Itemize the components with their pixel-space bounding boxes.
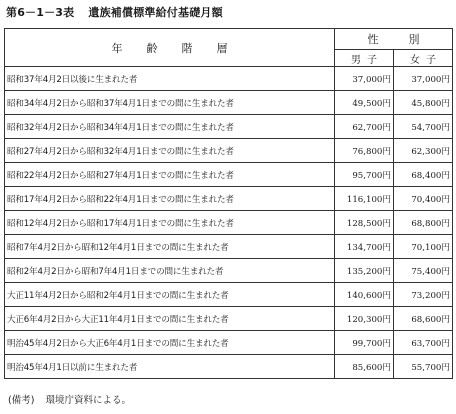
row-age-range: 昭和27年4月2日から昭和32年4月1日までの間に生まれた者 bbox=[5, 139, 335, 163]
row-female-amount: 73,200円 bbox=[394, 283, 453, 307]
row-age-range: 大正11年4月2日から昭和2年4月1日までの間に生まれた者 bbox=[5, 283, 335, 307]
row-male-amount: 37,000円 bbox=[335, 67, 394, 91]
table-row bbox=[5, 283, 453, 307]
row-female-amount: 55,700円 bbox=[394, 355, 453, 379]
row-female-amount: 54,700円 bbox=[394, 115, 453, 139]
row-female-amount: 75,400円 bbox=[394, 259, 453, 283]
row-male-amount: 95,700円 bbox=[335, 163, 394, 187]
row-female-amount: 68,600円 bbox=[394, 307, 453, 331]
row-male-amount: 120,300円 bbox=[335, 307, 394, 331]
row-age-range: 昭和12年4月2日から昭和17年4月1日までの間に生まれた者 bbox=[5, 211, 335, 235]
row-female-amount: 63,700円 bbox=[394, 331, 453, 355]
footnote bbox=[8, 392, 131, 406]
table-row bbox=[5, 235, 453, 259]
table-row bbox=[5, 91, 453, 115]
table-row bbox=[5, 259, 453, 283]
row-female-amount: 70,400円 bbox=[394, 187, 453, 211]
header-male: 男子 bbox=[335, 50, 394, 67]
row-male-amount: 85,600円 bbox=[335, 355, 394, 379]
row-female-amount: 70,100円 bbox=[394, 235, 453, 259]
row-age-range: 昭和2年4月2日から昭和7年4月1日までの間に生まれた者 bbox=[5, 259, 335, 283]
row-male-amount: 135,200円 bbox=[335, 259, 394, 283]
row-male-amount: 49,500円 bbox=[335, 91, 394, 115]
row-age-range: 明治45年4月2日から大正6年4月1日までの間に生まれた者 bbox=[5, 331, 335, 355]
row-male-amount: 140,600円 bbox=[335, 283, 394, 307]
table-row bbox=[5, 139, 453, 163]
header-female: 女子 bbox=[394, 50, 453, 67]
row-male-amount: 128,500円 bbox=[335, 211, 394, 235]
header-age-group: 年齢階層 bbox=[5, 29, 335, 67]
table-row bbox=[5, 355, 453, 379]
table-title-text: 遺族補償標準給付基礎月額 bbox=[88, 6, 223, 19]
footnote-label: (備考) bbox=[8, 395, 35, 406]
table-title bbox=[6, 4, 223, 20]
row-female-amount: 62,300円 bbox=[394, 139, 453, 163]
row-age-range: 昭和34年4月2日から昭和37年4月1日までの間に生まれた者 bbox=[5, 91, 335, 115]
table-row bbox=[5, 307, 453, 331]
row-age-range: 昭和17年4月2日から昭和22年4月1日までの間に生まれた者 bbox=[5, 187, 335, 211]
row-age-range: 昭和7年4月2日から昭和12年4月1日までの間に生まれた者 bbox=[5, 235, 335, 259]
row-age-range: 昭和32年4月2日から昭和34年4月1日までの間に生まれた者 bbox=[5, 115, 335, 139]
footnote-text: 環境庁資料による。 bbox=[45, 395, 131, 406]
row-female-amount: 68,400円 bbox=[394, 163, 453, 187]
table-row bbox=[5, 67, 453, 91]
row-female-amount: 68,800円 bbox=[394, 211, 453, 235]
row-age-range: 大正6年4月2日から大正11年4月1日までの間に生まれた者 bbox=[5, 307, 335, 331]
row-male-amount: 134,700円 bbox=[335, 235, 394, 259]
table-row bbox=[5, 331, 453, 355]
table-row bbox=[5, 115, 453, 139]
row-female-amount: 45,800円 bbox=[394, 91, 453, 115]
row-male-amount: 116,100円 bbox=[335, 187, 394, 211]
row-female-amount: 37,000円 bbox=[394, 67, 453, 91]
row-male-amount: 99,700円 bbox=[335, 331, 394, 355]
header-sex: 性別 bbox=[335, 29, 453, 50]
table-row bbox=[5, 211, 453, 235]
table-row bbox=[5, 187, 453, 211]
row-age-range: 昭和22年4月2日から昭和27年4月1日までの間に生まれた者 bbox=[5, 163, 335, 187]
row-male-amount: 76,800円 bbox=[335, 139, 394, 163]
row-age-range: 明治45年4月1日以前に生まれた者 bbox=[5, 355, 335, 379]
row-male-amount: 62,700円 bbox=[335, 115, 394, 139]
row-age-range: 昭和37年4月2日以後に生まれた者 bbox=[5, 67, 335, 91]
table-number: 第6－1－3表 bbox=[6, 6, 75, 19]
benefit-table bbox=[4, 28, 453, 379]
table-row bbox=[5, 163, 453, 187]
